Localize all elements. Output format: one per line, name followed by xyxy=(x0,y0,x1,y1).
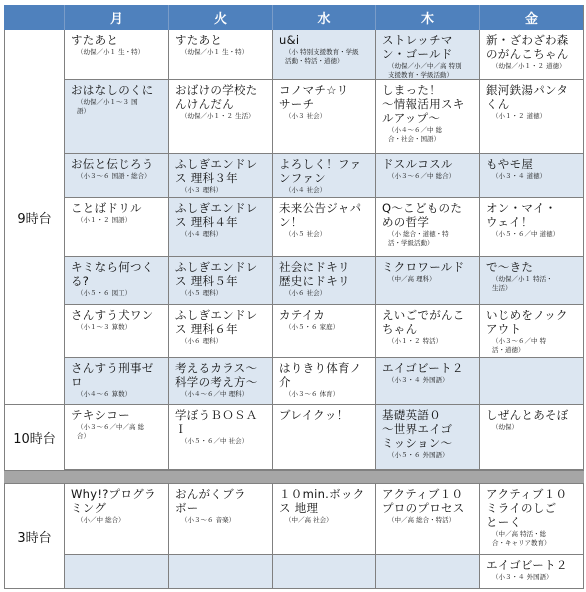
program-title: 社会にドキリ 歴史にドキリ xyxy=(279,260,350,288)
program-grade-subject: （小１～３ 算数） xyxy=(77,323,132,331)
program-grade-subject: （小３～６／中 総合） xyxy=(388,172,456,180)
program-grade-subject: （幼保／小／中／高 特別 支援教育・学級活動） xyxy=(388,62,462,79)
program-cell xyxy=(480,257,584,305)
program-cell xyxy=(480,154,584,198)
program-cell xyxy=(480,358,584,405)
program-cell xyxy=(376,30,480,80)
program-cell xyxy=(65,405,169,470)
program-grade-subject: （小／中 総合） xyxy=(77,516,125,524)
program-cell xyxy=(65,80,169,154)
program-title: 銀河鉄湯パンタ くん xyxy=(486,83,569,111)
program-cell xyxy=(480,405,584,470)
program-grade-subject: （小５・６／中 道徳） xyxy=(492,230,560,238)
program-grade-subject: （小４ 社会） xyxy=(285,186,327,194)
program-title: キミなら何つく る? xyxy=(71,260,154,288)
program-cell xyxy=(273,555,376,589)
program-grade-subject: （小３・４ 外国語） xyxy=(492,573,553,581)
program-grade-subject: （小３・４ 外国語） xyxy=(388,376,449,384)
program-grade-subject: （小５ 社会） xyxy=(285,230,327,238)
program-grade-subject: （中／高 特活・総 合・キャリア教育） xyxy=(492,530,551,547)
program-grade-subject: （幼保／小１ 特活・ 生活） xyxy=(492,275,553,292)
program-title: u&i xyxy=(279,33,300,47)
program-grade-subject: （小４ 理科） xyxy=(181,230,223,238)
program-cell xyxy=(376,257,480,305)
program-grade-subject: （小５ 理科） xyxy=(181,289,223,297)
program-grade-subject: （小３～６ 音楽） xyxy=(181,516,236,524)
program-title: 未来公告ジャパ ン！ xyxy=(279,201,362,229)
program-title: ドスルコスル xyxy=(382,157,453,171)
program-title: はりきり体育ノ 介 xyxy=(279,361,362,389)
program-cell xyxy=(273,30,376,80)
program-cell xyxy=(376,154,480,198)
program-title: ふしぎエンドレ ス 理科３年 xyxy=(175,157,258,185)
program-grade-subject: （幼保／小１ 生・特） xyxy=(181,48,249,56)
program-cell xyxy=(376,555,480,589)
program-cell xyxy=(273,484,376,555)
program-cell xyxy=(273,358,376,405)
header-friday: 金 xyxy=(480,5,584,30)
program-title: 考えるカラス～ 科学の考え方～ xyxy=(175,361,258,389)
program-grade-subject: （小 特別支援教育・学級 活動・特活・道徳） xyxy=(285,48,359,65)
program-cell xyxy=(169,358,273,405)
program-grade-subject: （小４～６／中 総 合・社会・国語） xyxy=(388,126,443,143)
program-cell xyxy=(376,80,480,154)
program-cell xyxy=(480,305,584,358)
program-cell xyxy=(273,154,376,198)
program-title: おんがくブラ ボー xyxy=(175,487,246,515)
program-title: Why!?プログラ ミング xyxy=(71,487,156,515)
program-title: いじめをノック アウト xyxy=(486,308,568,336)
program-cell xyxy=(273,257,376,305)
header-corner xyxy=(4,5,65,30)
program-grade-subject: （小３～６／中／高 総 合） xyxy=(77,423,145,440)
header-thursday: 木 xyxy=(376,5,480,30)
program-grade-subject: （中／高 総合・特活） xyxy=(388,516,456,524)
program-cell xyxy=(376,405,480,470)
program-grade-subject: （幼保／小１ 生・特） xyxy=(77,48,145,56)
program-cell xyxy=(480,80,584,154)
program-title: よろしく！ファ ンファン xyxy=(279,157,362,185)
program-cell xyxy=(169,257,273,305)
program-cell xyxy=(65,484,169,555)
header-wednesday: 水 xyxy=(273,5,376,30)
program-grade-subject: （小３～６ 体育） xyxy=(285,390,340,398)
program-grade-subject: （小５・６ 外国語） xyxy=(388,451,449,459)
program-title: で～きた xyxy=(486,260,534,274)
program-cell xyxy=(169,305,273,358)
program-grade-subject: （小３・４ 道徳） xyxy=(492,172,547,180)
program-grade-subject: （小３ 社会） xyxy=(285,112,327,120)
program-cell xyxy=(169,80,273,154)
program-cell xyxy=(169,154,273,198)
program-cell xyxy=(273,198,376,257)
program-title: ブレイクッ！ xyxy=(279,408,349,422)
program-title: もやモ屋 xyxy=(486,157,534,171)
program-cell xyxy=(273,80,376,154)
program-grade-subject: （小３～６／中 特 活・道徳） xyxy=(492,337,547,354)
program-title: おはなしのくに xyxy=(71,83,154,97)
program-grade-subject: （小６ 社会） xyxy=(285,289,327,297)
header-tuesday: 火 xyxy=(169,5,273,30)
program-grade-subject: （小６ 理科） xyxy=(181,337,223,345)
program-title: カテイカ xyxy=(279,308,326,322)
program-grade-subject: （幼保／小１～３ 国 語） xyxy=(77,98,138,115)
program-title: エイゴビート２ xyxy=(486,558,568,572)
program-title: すたあと xyxy=(71,33,119,47)
program-cell xyxy=(480,555,584,589)
program-cell xyxy=(376,305,480,358)
time-label-3: 3時台 xyxy=(4,484,65,589)
program-cell xyxy=(273,305,376,358)
program-grade-subject: （幼保／小１・２ 道徳） xyxy=(492,62,566,70)
break-separator xyxy=(4,470,584,484)
program-title: さんすう犬ワン xyxy=(71,308,154,322)
program-title: しぜんとあそぼ xyxy=(486,408,569,422)
program-cell xyxy=(65,358,169,405)
program-cell xyxy=(65,555,169,589)
program-title: 新・ざわざわ森 のがんこちゃん xyxy=(486,33,569,61)
program-cell xyxy=(376,358,480,405)
program-cell xyxy=(480,30,584,80)
program-cell xyxy=(65,154,169,198)
program-title: さんすう刑事ゼロ xyxy=(71,361,154,389)
program-title: しまった！ ～情報活用スキ ルアップ～ xyxy=(382,83,465,125)
program-cell xyxy=(169,30,273,80)
program-cell xyxy=(169,484,273,555)
program-grade-subject: （小１・２ 国語） xyxy=(77,216,132,224)
program-title: お伝と伝じろう xyxy=(71,157,154,171)
program-cell xyxy=(65,257,169,305)
program-grade-subject: （小５・６／中 社会） xyxy=(181,437,249,445)
program-title: えいごでがんこ ちゃん xyxy=(382,308,465,336)
program-grade-subject: （幼保／小１・２ 生活） xyxy=(181,112,255,120)
program-cell xyxy=(169,555,273,589)
program-cell xyxy=(65,198,169,257)
program-cell xyxy=(480,198,584,257)
program-title: すたあと xyxy=(175,33,223,47)
program-grade-subject: （小４～６／中 理科） xyxy=(181,390,249,398)
program-cell xyxy=(65,305,169,358)
header-monday: 月 xyxy=(65,5,169,30)
program-cell xyxy=(169,405,273,470)
program-grade-subject: （幼保） xyxy=(492,423,518,431)
program-title: ミクロワールド xyxy=(382,260,465,274)
program-title: アクティブ１０ ミライのしご とーく xyxy=(486,487,568,529)
program-grade-subject: （小１・２ 道徳） xyxy=(492,112,547,120)
program-title: ふしぎエンドレ ス 理科４年 xyxy=(175,201,258,229)
program-title: エイゴビート２ xyxy=(382,361,464,375)
program-cell xyxy=(273,405,376,470)
program-title: Q～こどものた めの哲学 xyxy=(382,201,463,229)
program-title: 学ぼうＢＯＳＡＩ xyxy=(175,408,258,436)
program-title: アクティブ１０ プロのプロセス xyxy=(382,487,465,515)
time-label-9: 9時台 xyxy=(4,30,65,405)
program-grade-subject: （小４～６ 算数） xyxy=(77,390,132,398)
program-grade-subject: （中／高 理科） xyxy=(388,275,436,283)
program-grade-subject: （中／高 社会） xyxy=(285,516,333,524)
program-title: ふしぎエンドレ ス 理科５年 xyxy=(175,260,258,288)
program-title: 基礎英語０ ～世界エイゴ ミッション～ xyxy=(382,408,453,450)
program-title: ストレッチマ ン・ゴールド xyxy=(382,33,453,61)
program-title: ことばドリル xyxy=(71,201,142,215)
program-title: １０min.ボック ス 地理 xyxy=(279,487,365,515)
program-title: ふしぎエンドレ ス 理科６年 xyxy=(175,308,258,336)
time-label-10: 10時台 xyxy=(4,405,65,470)
program-cell xyxy=(376,484,480,555)
program-cell xyxy=(480,484,584,555)
program-cell xyxy=(65,30,169,80)
program-cell xyxy=(376,198,480,257)
program-title: テキシコー xyxy=(71,408,130,422)
program-title: オン・マイ・ ウェイ！ xyxy=(486,201,557,229)
program-grade-subject: （小１・２ 特活） xyxy=(388,337,443,345)
program-title: コノマチ☆リ サーチ xyxy=(279,83,349,111)
program-cell xyxy=(169,198,273,257)
program-grade-subject: （小５・６ 図工） xyxy=(77,289,132,297)
program-title: おばけの学校た んけんだん xyxy=(175,83,258,111)
program-grade-subject: （小 総合・道徳・特 活・学級活動） xyxy=(388,230,449,247)
program-grade-subject: （小３ 理科） xyxy=(181,186,223,194)
program-grade-subject: （小３～６ 国語・総合） xyxy=(77,172,151,180)
program-grade-subject: （小５・６ 家庭） xyxy=(285,323,340,331)
